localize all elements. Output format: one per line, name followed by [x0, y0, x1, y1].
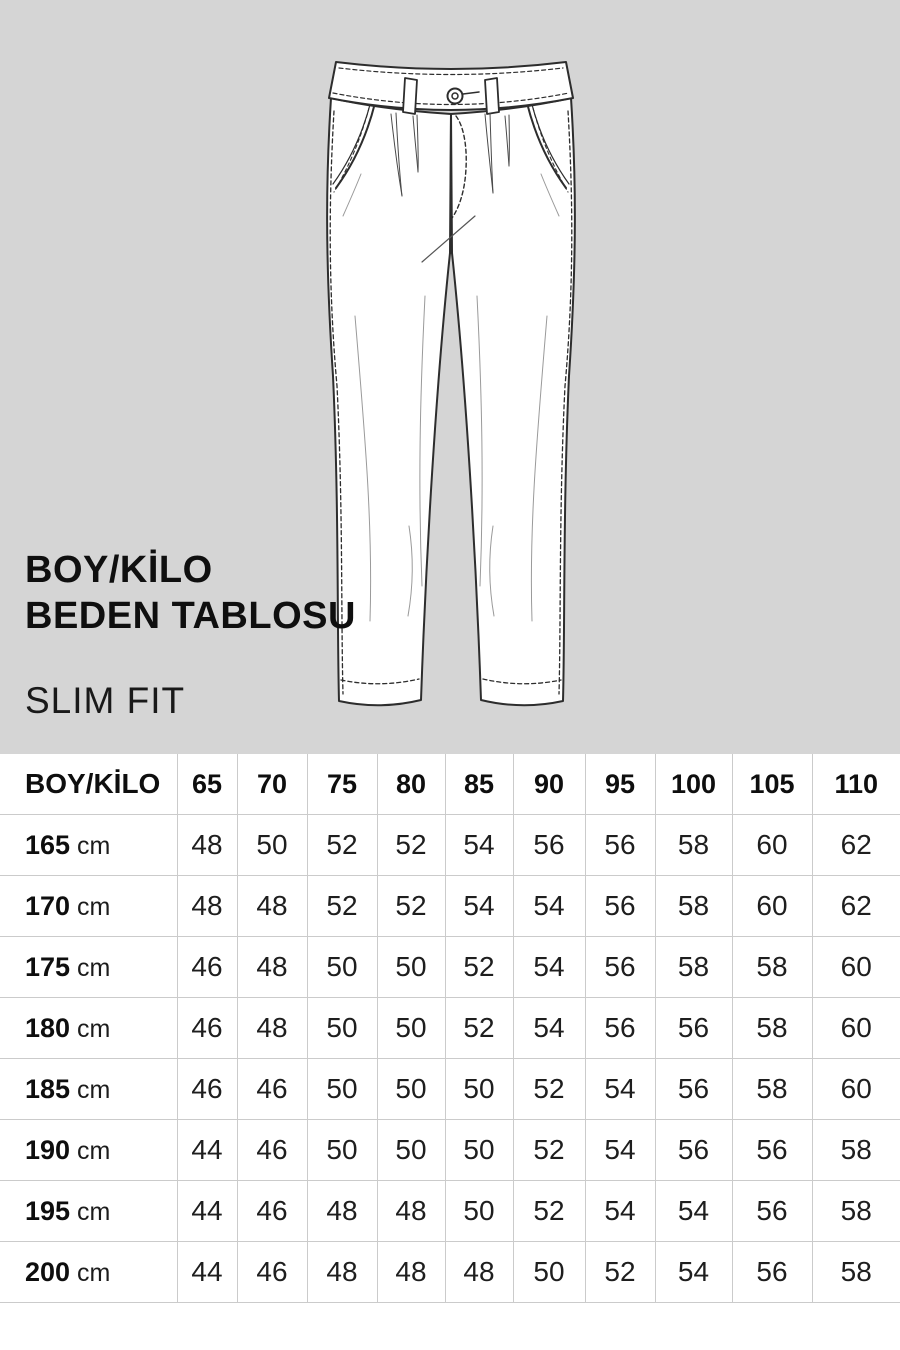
size-cell: 52: [513, 1120, 585, 1181]
size-cell: 44: [177, 1242, 237, 1303]
height-unit: cm: [70, 831, 111, 860]
size-cell: 52: [585, 1242, 655, 1303]
size-cell: 60: [812, 998, 900, 1059]
size-cell: 58: [732, 998, 812, 1059]
size-cell: 58: [812, 1242, 900, 1303]
weight-column-header: 80: [377, 754, 445, 815]
size-cell: 56: [513, 815, 585, 876]
height-row-label: [0, 1242, 177, 1303]
size-cell: 60: [732, 876, 812, 937]
weight-column-header: 105: [732, 754, 812, 815]
height-row-label: [0, 998, 177, 1059]
size-cell: 54: [445, 876, 513, 937]
size-cell: 56: [585, 937, 655, 998]
size-cell: 50: [445, 1181, 513, 1242]
size-cell: 50: [377, 937, 445, 998]
size-cell: 58: [812, 1181, 900, 1242]
size-cell: 56: [732, 1181, 812, 1242]
height-value: 200: [25, 1256, 71, 1287]
size-table-section: [0, 754, 900, 1303]
size-cell: 54: [445, 815, 513, 876]
size-cell: 60: [732, 815, 812, 876]
header-row: [0, 754, 900, 815]
height-row-label: [0, 1181, 177, 1242]
size-cell: 52: [377, 815, 445, 876]
size-cell: 52: [445, 937, 513, 998]
height-value: 185: [25, 1073, 71, 1104]
size-cell: 62: [812, 815, 900, 876]
size-cell: 52: [377, 876, 445, 937]
size-cell: 48: [177, 815, 237, 876]
size-cell: 56: [732, 1242, 812, 1303]
height-row-label: [0, 1120, 177, 1181]
height-unit: cm: [70, 1197, 111, 1226]
size-cell: 46: [177, 1059, 237, 1120]
weight-column-header: 110: [812, 754, 900, 815]
size-cell: 48: [237, 998, 307, 1059]
size-cell: 48: [307, 1181, 377, 1242]
weight-column-header: 100: [655, 754, 732, 815]
size-cell: 48: [377, 1181, 445, 1242]
size-cell: 62: [812, 876, 900, 937]
weight-column-header: 75: [307, 754, 377, 815]
size-cell: 46: [237, 1120, 307, 1181]
size-cell: 54: [655, 1242, 732, 1303]
size-cell: 50: [445, 1120, 513, 1181]
size-cell: 50: [307, 1059, 377, 1120]
table-row: [0, 937, 900, 998]
size-cell: 56: [585, 998, 655, 1059]
table-row: [0, 1181, 900, 1242]
page-title: [25, 547, 356, 639]
size-cell: 56: [655, 998, 732, 1059]
table-row: [0, 1242, 900, 1303]
size-cell: 50: [237, 815, 307, 876]
table-row: [0, 876, 900, 937]
fit-label: SLIM FIT: [25, 680, 186, 721]
height-unit: cm: [70, 1136, 111, 1165]
height-value: 175: [25, 951, 71, 982]
height-unit: cm: [70, 1014, 111, 1043]
table-row: [0, 815, 900, 876]
title-line-2: BEDEN TABLOSU: [25, 595, 356, 637]
height-unit: cm: [70, 1258, 111, 1287]
weight-column-header: 85: [445, 754, 513, 815]
height-value: 170: [25, 890, 71, 921]
size-cell: 48: [237, 937, 307, 998]
height-row-label: [0, 815, 177, 876]
size-cell: 50: [513, 1242, 585, 1303]
size-cell: 54: [585, 1059, 655, 1120]
height-row-label: [0, 876, 177, 937]
size-cell: 50: [307, 1120, 377, 1181]
height-unit: cm: [70, 892, 111, 921]
title-line-1: BOY/KİLO: [25, 549, 213, 591]
size-cell: 50: [377, 1120, 445, 1181]
size-cell: 46: [177, 998, 237, 1059]
size-table-body: [0, 815, 900, 1303]
size-cell: 48: [307, 1242, 377, 1303]
corner-header-label: BOY/KİLO: [25, 768, 161, 799]
size-cell: 56: [732, 1120, 812, 1181]
size-cell: 50: [377, 998, 445, 1059]
size-cell: 46: [237, 1242, 307, 1303]
size-cell: 44: [177, 1120, 237, 1181]
size-cell: 60: [812, 937, 900, 998]
size-cell: 58: [732, 937, 812, 998]
size-cell: 58: [732, 1059, 812, 1120]
size-cell: 52: [307, 815, 377, 876]
table-row: [0, 998, 900, 1059]
size-cell: 52: [445, 998, 513, 1059]
size-cell: 48: [177, 876, 237, 937]
size-cell: 50: [377, 1059, 445, 1120]
size-cell: 50: [307, 937, 377, 998]
size-cell: 52: [307, 876, 377, 937]
size-cell: 60: [812, 1059, 900, 1120]
size-table: [0, 754, 900, 1303]
size-cell: 52: [513, 1059, 585, 1120]
height-row-label: [0, 937, 177, 998]
size-cell: 50: [445, 1059, 513, 1120]
height-unit: cm: [70, 953, 111, 982]
weight-column-header: 90: [513, 754, 585, 815]
weight-column-header: 65: [177, 754, 237, 815]
table-row: [0, 1120, 900, 1181]
size-cell: 54: [513, 937, 585, 998]
size-cell: 58: [812, 1120, 900, 1181]
weight-column-header: 95: [585, 754, 655, 815]
size-cell: 50: [307, 998, 377, 1059]
size-cell: 46: [177, 937, 237, 998]
size-cell: 54: [513, 876, 585, 937]
size-cell: 46: [237, 1181, 307, 1242]
size-cell: 54: [585, 1120, 655, 1181]
size-cell: 46: [237, 1059, 307, 1120]
height-value: 165: [25, 829, 71, 860]
size-cell: 54: [585, 1181, 655, 1242]
size-cell: 52: [513, 1181, 585, 1242]
height-value: 190: [25, 1134, 71, 1165]
size-cell: 48: [445, 1242, 513, 1303]
weight-column-header: 70: [237, 754, 307, 815]
table-row: [0, 1059, 900, 1120]
size-cell: 48: [237, 876, 307, 937]
size-cell: 56: [655, 1059, 732, 1120]
height-unit: cm: [70, 1075, 111, 1104]
size-cell: 54: [513, 998, 585, 1059]
size-cell: 48: [377, 1242, 445, 1303]
pants-illustration: [325, 56, 577, 720]
size-cell: 54: [655, 1181, 732, 1242]
height-value: 195: [25, 1195, 71, 1226]
size-cell: 58: [655, 876, 732, 937]
height-row-label: [0, 1059, 177, 1120]
size-cell: 56: [585, 876, 655, 937]
size-cell: 56: [585, 815, 655, 876]
size-cell: 44: [177, 1181, 237, 1242]
size-cell: 58: [655, 815, 732, 876]
size-cell: 56: [655, 1120, 732, 1181]
pants-technical-drawing-icon: [325, 56, 577, 720]
size-cell: 58: [655, 937, 732, 998]
height-value: 180: [25, 1012, 71, 1043]
